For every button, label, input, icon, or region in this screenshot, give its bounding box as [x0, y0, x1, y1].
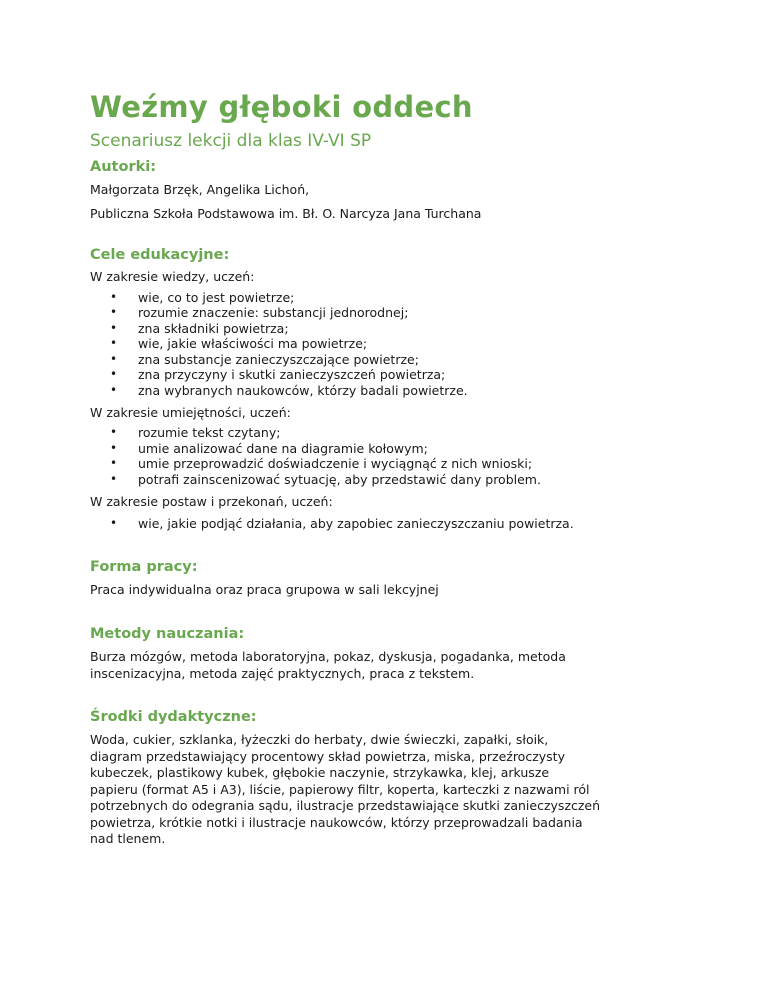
- list-item: • zna składniki powietrza;: [110, 320, 289, 336]
- list-item: • zna substancje zanieczyszczające powietrze;: [110, 351, 419, 367]
- methods-line: Burza mózgów, metoda laboratoryjna, pokaz, dyskusja, pogadanka, metoda: [90, 649, 566, 665]
- form-text: Praca indywidualna oraz praca grupowa w sali lekcyjnej: [90, 581, 439, 597]
- materials-text: [90, 732, 690, 848]
- bullet-icon: •: [110, 383, 118, 398]
- list-item: • umie analizować dane na diagramie kołowym;: [110, 440, 428, 456]
- goals-attitudes-intro: W zakresie postaw i przekonań, uczeń:: [90, 493, 333, 509]
- list-item: • umie przeprowadzić doświadczenie i wyciągnąć z nich wnioski;: [110, 456, 533, 472]
- materials-line: Woda, cukier, szklanka, łyżeczki do herbaty, dwie świeczki, zapałki, słoik,: [90, 732, 549, 748]
- list-item: • rozumie tekst czytany;: [110, 425, 281, 441]
- list-item: • wie, co to jest powietrze;: [110, 289, 295, 305]
- materials-line: papieru (format A5 i A3), liście, papierowy filtr, koperta, karteczki z nazwami ról: [90, 781, 590, 797]
- materials-line: potrzebnych do odegrania sądu, ilustracje przedstawiające skutki zanieczyszczeń: [90, 798, 601, 814]
- bullet-icon: •: [110, 425, 118, 440]
- bullet-icon: •: [110, 289, 118, 304]
- goals-skills-list: [90, 425, 690, 487]
- list-item: • zna wybranych naukowców, którzy badali powietrze.: [110, 383, 468, 399]
- goals-attitudes-list: [90, 516, 690, 532]
- list-item: • zna przyczyny i skutki zanieczyszczeń powietrza;: [110, 367, 446, 383]
- materials-line: diagram przedstawiający procentowy skład powietrza, miska, przeźroczysty: [90, 748, 565, 764]
- list-item: • wie, jakie podjąć działania, aby zapobiec zanieczyszczaniu powietrza.: [110, 516, 574, 532]
- bullet-icon: •: [110, 456, 118, 471]
- authors-names: Małgorzata Brzęk, Angelika Lichoń,: [90, 182, 310, 197]
- materials-section: [90, 707, 690, 848]
- bullet-icon: •: [110, 440, 118, 455]
- list-item: • wie, jakie właściwości ma powietrze;: [110, 336, 368, 352]
- methods-section: [90, 624, 690, 682]
- goals-heading: Cele edukacyjne:: [90, 247, 230, 263]
- goals-knowledge-list: [90, 290, 690, 399]
- bullet-icon: •: [110, 351, 118, 366]
- bullet-icon: •: [110, 320, 118, 335]
- authors-school: Publiczna Szkoła Podstawowa im. Bł. O. Narcyza Jana Turchana: [90, 205, 482, 221]
- materials-heading: Środki dydaktyczne:: [90, 709, 257, 726]
- list-item: • rozumie znaczenie: substancji jednorodnej;: [110, 305, 409, 321]
- methods-text: [90, 649, 690, 682]
- bullet-icon: •: [110, 471, 118, 486]
- materials-line: kubeczek, plastikowy kubek, głębokie naczynie, strzykawka, klej, arkusze: [90, 765, 550, 781]
- document-page: [90, 88, 690, 848]
- bullet-icon: •: [110, 367, 118, 382]
- methods-heading: Metody nauczania:: [90, 626, 245, 643]
- authors-section: [90, 157, 690, 222]
- document-title: Weźmy głęboki oddech: [90, 90, 473, 124]
- goals-knowledge-intro: W zakresie wiedzy, uczeń:: [90, 269, 255, 284]
- document-subtitle: Scenariusz lekcji dla klas IV-VI SP: [90, 131, 372, 151]
- materials-line: powietrza, krótkie notki i ilustracje naukowców, którzy przeprowadzali badania: [90, 814, 583, 830]
- list-item: • potrafi zainscenizować sytuację, aby przedstawić dany problem.: [110, 471, 541, 487]
- goals-skills-intro: W zakresie umiejętności, uczeń:: [90, 404, 291, 420]
- materials-line: nad tlenem.: [90, 831, 166, 847]
- bullet-icon: •: [110, 516, 118, 531]
- goals-section: [90, 245, 690, 532]
- form-section: [90, 557, 690, 599]
- methods-line: inscenizacyjna, metoda zajęć praktycznych, praca z tekstem.: [90, 665, 475, 681]
- bullet-icon: •: [110, 305, 118, 320]
- authors-heading: Autorki:: [90, 159, 157, 175]
- form-heading: Forma pracy:: [90, 558, 198, 575]
- bullet-icon: •: [110, 336, 118, 351]
